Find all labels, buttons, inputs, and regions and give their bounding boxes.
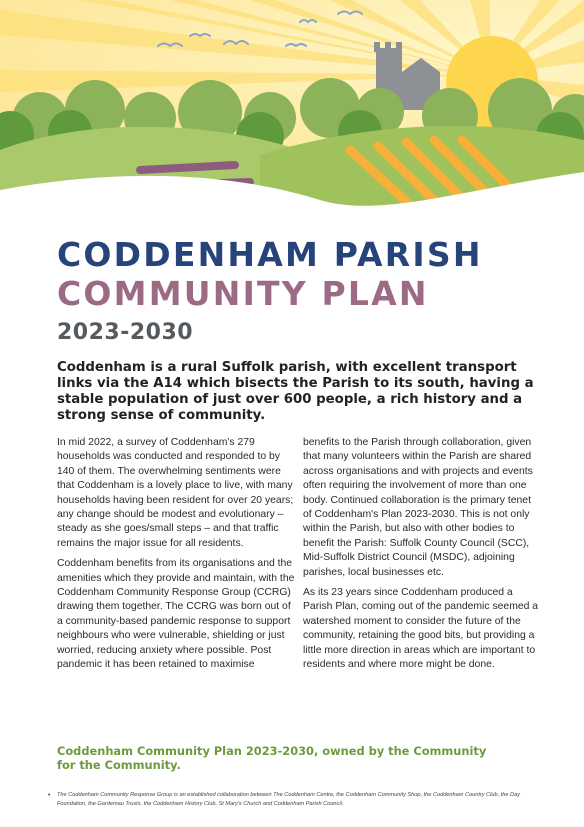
plan-years: 2023-2030 (57, 320, 194, 345)
page-title-line-1: CODDENHAM PARISH (57, 235, 483, 274)
body-paragraph: In mid 2022, a survey of Coddenham's 279 households was conducted and responded to by 140 of them. The overwhelming sentiments were that Coddenham is a lovely place to live, with many households having been resident for over 20 years; any change should be modest and evolutionary – steady as she goes/small steps – and that traffic remains the major issue for all residents. (57, 437, 294, 549)
body-paragraph: Coddenham benefits from its organisations and the amenities which they provide and maintain, with the Coddenham Community Response Group (CCRG) drawing them together. The CCRG was born out of a community-based pandemic response to support neighbours who were vulnerable, shielding or just worried, reducing anxiety where possible. Post pandemic it has been retained to maximise (57, 558, 295, 671)
page-title-line-2: COMMUNITY PLAN (57, 274, 429, 313)
body-paragraph: As its 23 years since Coddenham produced a Parish Plan, coming out of the pandemic seemed a watershed moment to consider the future of the community, retaining the good bits, but providing a little more direction in areas which are important to residents and where more might be done. (303, 587, 539, 671)
intro-paragraph: Coddenham is a rural Suffolk parish, with excellent transport links via the A14 which bisects the Parish to its south, having a stable population of just over 600 people, a rich history and a strong sense of community. (57, 360, 534, 423)
footnote-bullet: • (48, 792, 51, 799)
ownership-statement: Coddenham Community Plan 2023-2030, owned by the Community for the Community. (57, 744, 487, 772)
village-landscape-illustration (0, 0, 584, 215)
body-column-left (57, 436, 295, 679)
body-paragraph: benefits to the Parish through collaboration, given that many volunteers within the Parish are shared across organisations and with projects and events often requiring the involvement of more than one body. Continued collaboration is the primary tenet of Coddenham's Plan 2023-2030. This is not only within the Parish, but also with other bodies to benefit the Parish: Suffolk County Council (SCC), Mid-Suffolk District Council (MSDC), adjoining parishes, local businesses etc. (303, 437, 533, 578)
footnote (48, 791, 538, 809)
footnote-text: The Coddenham Community Response Group is an established collaboration between The Coddenham Centre, the Coddenham Community Shop, the Coddenham Country Club, the Day Foundation, the Gardemau Trusts, the Coddenham History Club, St Mary's Church and Coddenham Parish Council. (57, 792, 520, 807)
body-column-right (303, 436, 541, 679)
